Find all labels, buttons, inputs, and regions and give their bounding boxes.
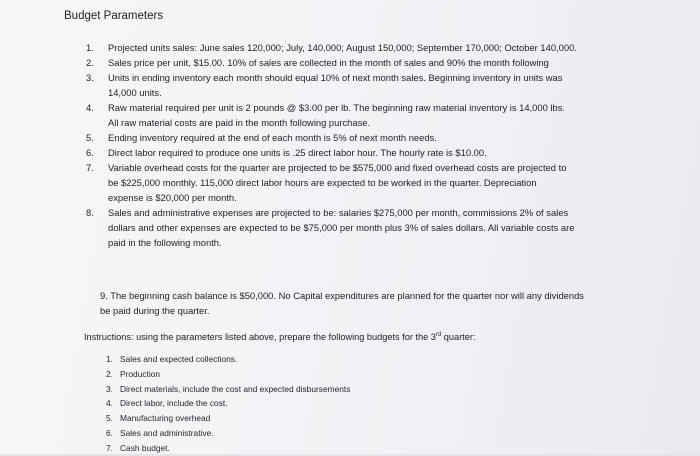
task-number: 1.: [106, 354, 113, 364]
parameter-number: 8.: [86, 207, 94, 218]
parameter-9-line: be paid during the quarter.: [100, 305, 210, 316]
parameter-line: All raw material costs are paid in the month following purchase.: [108, 117, 371, 128]
parameter-line: Raw material required per unit is 2 pounds @ $3.00 per lb. The beginning raw material inventory is 14,000 lbs.: [108, 102, 565, 113]
task-label: Direct materials, include the cost and expected disbursements: [120, 383, 351, 394]
task-number: 5.: [106, 413, 113, 424]
task-item: [106, 352, 350, 367]
task-item: [106, 411, 350, 426]
parameter-line: expense is $20,000 per month.: [108, 192, 237, 203]
parameter-line: Variable overhead costs for the quarter are projected to be $575,000 and fixed overhead costs are projected to: [108, 162, 567, 173]
task-number: 4.: [106, 398, 113, 409]
task-item: [106, 441, 350, 456]
task-item: [106, 396, 350, 411]
task-number: 7.: [106, 442, 113, 453]
instructions-suffix: quarter:: [441, 332, 476, 343]
parameter-item: [86, 55, 646, 70]
parameter-item: [86, 205, 646, 250]
instructions-text: Instructions: using the parameters listed above, prepare the following budgets for the 3: [84, 332, 436, 343]
parameter-line: Sales and administrative expenses are projected to be: salaries $275,000 per month, commissions 2% of sales: [108, 207, 569, 218]
parameter-list: [86, 40, 646, 250]
task-label: Sales and expected collections.: [120, 354, 238, 364]
parameter-item: [86, 130, 646, 145]
task-list: [106, 352, 350, 456]
parameter-item: [86, 40, 646, 55]
parameter-line: Units in ending inventory each month should equal 10% of next month sales. Beginning inventory in units was: [108, 72, 563, 83]
parameter-item: [86, 145, 646, 160]
parameter-item: [86, 160, 646, 205]
task-item: [106, 382, 350, 397]
parameter-line: 14,000 units.: [108, 87, 162, 98]
task-item: [106, 426, 350, 441]
task-label: Manufacturing overhead: [120, 413, 211, 424]
task-item: [106, 367, 350, 382]
task-number: 2.: [106, 368, 113, 379]
parameter-number: 6.: [86, 147, 94, 158]
parameter-item: [86, 100, 646, 130]
parameter-number: 4.: [86, 102, 94, 113]
instructions: [84, 328, 644, 344]
parameter-number: 1.: [86, 42, 94, 53]
parameter-number: 2.: [86, 57, 94, 68]
parameter-9: [100, 288, 620, 318]
parameter-9-line: 9. The beginning cash balance is $50,000. No Capital expenditures are planned for the quarter nor will any dividends: [100, 290, 584, 301]
task-number: 6.: [106, 427, 113, 438]
parameter-number: 3.: [86, 72, 94, 83]
page-title: Budget Parameters: [64, 10, 164, 22]
parameter-number: 7.: [86, 162, 94, 173]
parameter-line: be $225,000 monthly. 115,000 direct labor hours are expected to be worked in the quarter. Depreciation: [108, 177, 537, 188]
instructions-superscript: rd: [435, 332, 442, 338]
parameter-number: 5.: [86, 132, 94, 143]
parameter-line: paid in the following month.: [108, 237, 222, 248]
parameter-item: [86, 70, 646, 100]
task-number: 3.: [106, 383, 113, 394]
parameter-line: Projected units sales: June sales 120,000; July, 140,000; August 150,000; September 170,000; October 140,000.: [108, 42, 577, 53]
task-label: Sales and administrative.: [120, 427, 214, 438]
parameter-line: Direct labor required to produce one units is .25 direct labor hour. The hourly rate is $10.00.: [108, 147, 487, 158]
parameter-line: Ending inventory required at the end of each month is 5% of next month needs.: [108, 132, 437, 143]
task-label: Cash budget.: [120, 442, 170, 453]
parameter-line: dollars and other expenses are expected to be $75,000 per month plus 3% of sales dollars. All variable costs are: [108, 222, 575, 233]
parameter-line: Sales price per unit, $15.00. 10% of sales are collected in the month of sales and 90% the month following: [108, 57, 549, 68]
task-label: Production: [120, 368, 161, 379]
task-label: Direct labor, include the cost.: [120, 398, 228, 409]
